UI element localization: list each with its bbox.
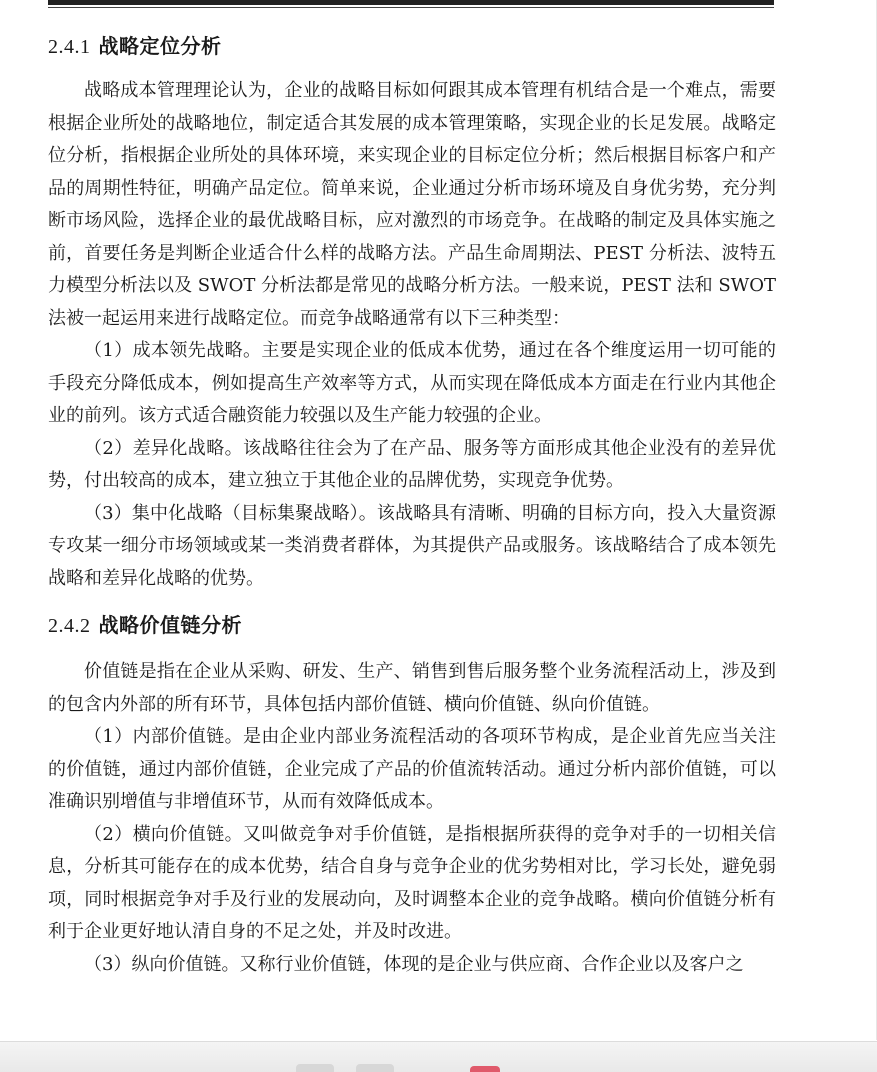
paragraph: （1）成本领先战略。主要是实现企业的低成本优势，通过在各个维度运用一切可能的手段充分降低成本，例如提高生产效率等方式，从而实现在降低成本方面走在行业内其他企业的前列。该方式适合融资能力较强以及生产能力较强的企业。 xyxy=(48,340,776,426)
top-border-thin-rule xyxy=(48,7,774,8)
paragraph: （3）纵向价值链。又称行业价值链，体现的是企业与供应商、合作企业以及客户之 xyxy=(84,953,744,975)
viewer-bottom-bar xyxy=(0,1041,877,1072)
section-heading-2-4-1 xyxy=(48,26,776,67)
scroll-thumb[interactable] xyxy=(296,1064,334,1072)
paragraph: （2）差异化战略。该战略往往会为了在产品、服务等方面形成其他企业没有的差异优势，付出较高的成本，建立独立于其他企业的品牌优势，实现竞争优势。 xyxy=(48,437,776,491)
document-body xyxy=(48,26,776,981)
paragraph: 价值链是指在企业从采购、研发、生产、销售到售后服务整个业务流程活动上，涉及到的包含内外部的所有环节，具体包括内部价值链、横向价值链、纵向价值链。 xyxy=(48,661,776,715)
section-title: 战略价值链分析 xyxy=(98,613,242,637)
section-number: 2.4.1 xyxy=(48,36,91,58)
paragraph: 战略成本管理理论认为，企业的战略目标如何跟其成本管理有机结合是一个难点，需要根据企业所处的战略地位，制定适合其发展的成本管理策略，实现企业的长足发展。战略定位分析，指根据企业所处的具体环境，来实现企业的目标定位分析；然后根据目标客户和产品的周期性特征，明确产品定位。简单来说，企业通过分析市场环境及自身优劣势，充分判断市场风险，选择企业的最优战略目标，应对激烈的市场竞争。在战略的制定及具体实施之前，首要任务是判断企业适合什么样的战略方法。产品生命周期法、PEST 分析法、波特五力模型分析法以及 SWOT 分析法都是常见的战略分析方法。一般来说，PEST 法和 SWOT 法被一起运用来进行战略定位。而竞争战略通常有以下三种类型： xyxy=(48,80,776,329)
section-number: 2.4.2 xyxy=(48,615,91,637)
scroll-thumb[interactable] xyxy=(356,1064,394,1072)
section-heading-2-4-2 xyxy=(48,605,776,646)
page-indicator[interactable] xyxy=(470,1066,500,1072)
section-title: 战略定位分析 xyxy=(98,34,222,58)
top-border-rule xyxy=(48,0,774,5)
paragraph: （2）横向价值链。又叫做竞争对手价值链，是指根据所获得的竞争对手的一切相关信息，分析其可能存在的成本优势，结合自身与竞争企业的优劣势相对比，学习长处，避免弱项，同时根据竞争对手及行业的发展动向，及时调整本企业的竞争战略。横向价值链分析有利于企业更好地认清自身的不足之处，并及时改进。 xyxy=(48,823,776,942)
paragraph: （3）集中化战略（目标集聚战略）。该战略具有清晰、明确的目标方向，投入大量资源专攻某一细分市场领域或某一类消费者群体，为其提供产品或服务。该战略结合了成本领先战略和差异化战略的优势。 xyxy=(48,502,776,589)
paragraph: （1）内部价值链。是由企业内部业务流程活动的各项环节构成，是企业首先应当关注的价值链，通过内部价值链，企业完成了产品的价值流转活动。通过分析内部价值链，可以准确识别增值与非增值环节，从而有效降低成本。 xyxy=(48,726,776,812)
